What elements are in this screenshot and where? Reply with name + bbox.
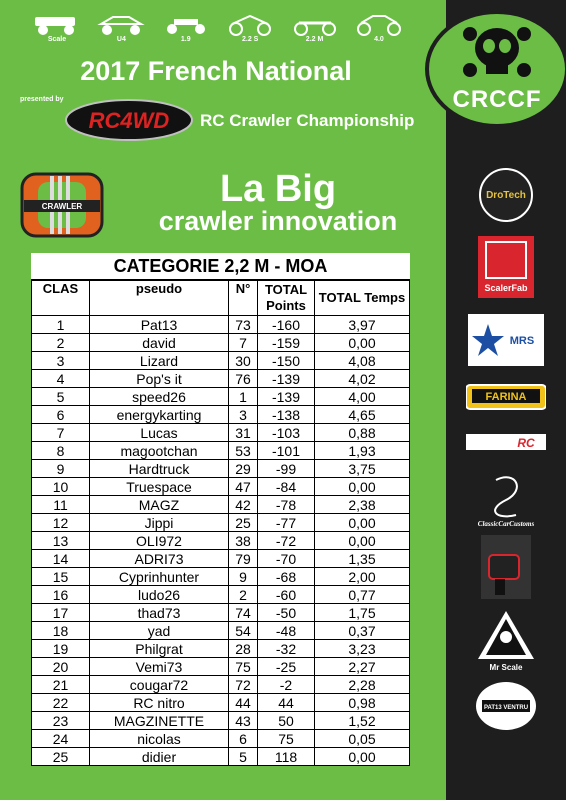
- cell-pseudo: Truespace: [90, 478, 229, 496]
- vehicle-scale: [28, 14, 86, 50]
- table-row: [32, 622, 410, 640]
- cell-number: 76: [229, 370, 258, 388]
- cell-clas: 17: [32, 604, 90, 622]
- cell-clas: 5: [32, 388, 90, 406]
- cell-clas: 7: [32, 424, 90, 442]
- cell-clas: 2: [32, 334, 90, 352]
- cell-pseudo: energykarting: [90, 406, 229, 424]
- cell-number: 43: [229, 712, 258, 730]
- cell-number: 53: [229, 442, 258, 460]
- cell-clas: 18: [32, 622, 90, 640]
- cell-temps: 3,75: [315, 460, 410, 478]
- table-row: [32, 658, 410, 676]
- cell-number: 3: [229, 406, 258, 424]
- cell-clas: 4: [32, 370, 90, 388]
- logo-lettering: CRAWLER: [41, 202, 83, 211]
- cell-points: -48: [258, 622, 315, 640]
- cell-pseudo: speed26: [90, 388, 229, 406]
- table-row: [32, 730, 410, 748]
- cell-clas: 1: [32, 316, 90, 334]
- cell-clas: 15: [32, 568, 90, 586]
- table-row: [32, 442, 410, 460]
- cell-number: 47: [229, 478, 258, 496]
- rc-shop-logo: [466, 432, 546, 452]
- results-body: [32, 316, 410, 766]
- table-row: [32, 478, 410, 496]
- cell-temps: 4,02: [315, 370, 410, 388]
- farina-logo: [466, 383, 546, 411]
- cell-pseudo: cougar72: [90, 676, 229, 694]
- cell-pseudo: Pat13: [90, 316, 229, 334]
- cell-temps: 1,35: [315, 550, 410, 568]
- cell-clas: 20: [32, 658, 90, 676]
- sponsor-farina: [466, 382, 546, 412]
- table-row: [32, 604, 410, 622]
- rc4wd-logo: [64, 98, 194, 142]
- subtitle: RC Crawler Championship: [200, 111, 415, 130]
- vehicle-label: Scale: [47, 36, 67, 43]
- vehicle-label: 4.0: [374, 36, 384, 43]
- cell-clas: 11: [32, 496, 90, 514]
- cell-number: 74: [229, 604, 258, 622]
- crccf-logo: [425, 10, 566, 128]
- cell-temps: 0,98: [315, 694, 410, 712]
- cell-pseudo: david: [90, 334, 229, 352]
- cell-points: -159: [258, 334, 315, 352]
- cell-clas: 6: [32, 406, 90, 424]
- table-row: [32, 550, 410, 568]
- cell-pseudo: Vemi73: [90, 658, 229, 676]
- event-title: La Big: [219, 168, 337, 210]
- sponsor-radio: [466, 534, 546, 600]
- cell-points: 44: [258, 694, 315, 712]
- table-row: [32, 424, 410, 442]
- table-row: [32, 460, 410, 478]
- cell-temps: 0,37: [315, 622, 410, 640]
- table-row: [32, 316, 410, 334]
- cell-number: 38: [229, 532, 258, 550]
- table-row: [32, 694, 410, 712]
- cell-points: -78: [258, 496, 315, 514]
- cell-number: 6: [229, 730, 258, 748]
- cell-points: -50: [258, 604, 315, 622]
- cell-pseudo: Hardtruck: [90, 460, 229, 478]
- mr-scale-logo: [476, 609, 536, 673]
- sponsor-drotech: [466, 165, 546, 225]
- sponsor-label: Mr Scale: [489, 663, 523, 672]
- category-title: CATEGORIE 2,2 M - MOA: [31, 253, 410, 280]
- cell-temps: 1,75: [315, 604, 410, 622]
- cell-number: 30: [229, 352, 258, 370]
- cell-pseudo: Lucas: [90, 424, 229, 442]
- cell-clas: 23: [32, 712, 90, 730]
- table-row: [32, 334, 410, 352]
- table-row: [32, 496, 410, 514]
- cell-pseudo: magootchan: [90, 442, 229, 460]
- cell-clas: 21: [32, 676, 90, 694]
- cell-clas: 16: [32, 586, 90, 604]
- cell-number: 2: [229, 586, 258, 604]
- table-row: [32, 748, 410, 766]
- cell-points: -160: [258, 316, 315, 334]
- cell-clas: 8: [32, 442, 90, 460]
- cell-pseudo: thad73: [90, 604, 229, 622]
- cell-clas: 9: [32, 460, 90, 478]
- cell-temps: 0,00: [315, 748, 410, 766]
- cell-temps: 0,00: [315, 478, 410, 496]
- cell-temps: 1,52: [315, 712, 410, 730]
- cell-clas: 3: [32, 352, 90, 370]
- cell-temps: 0,00: [315, 514, 410, 532]
- cell-points: -60: [258, 586, 315, 604]
- cell-temps: 2,28: [315, 676, 410, 694]
- header-clas: CLAS: [32, 281, 90, 316]
- mrs-logo: [468, 314, 544, 366]
- scalerfab-logo: [478, 236, 534, 298]
- sponsor-pat13: [466, 678, 546, 734]
- cell-pseudo: ludo26: [90, 586, 229, 604]
- cell-number: 5: [229, 748, 258, 766]
- cell-number: 72: [229, 676, 258, 694]
- sponsor-label: PAT13 VENTRU: [483, 705, 529, 711]
- header-number: N°: [229, 281, 258, 316]
- cell-number: 54: [229, 622, 258, 640]
- cell-pseudo: RC nitro: [90, 694, 229, 712]
- crawler-innovation-logo: [18, 170, 106, 240]
- vehicle-label: 1.9: [180, 36, 191, 43]
- cell-number: 25: [229, 514, 258, 532]
- header-total-points: TOTAL Points: [258, 281, 315, 316]
- cell-number: 73: [229, 316, 258, 334]
- buggy-icon: [95, 14, 147, 36]
- cell-points: -77: [258, 514, 315, 532]
- cell-temps: 4,08: [315, 352, 410, 370]
- sponsor-mrs: [466, 314, 546, 366]
- cell-pseudo: Jippi: [90, 514, 229, 532]
- cell-number: 75: [229, 658, 258, 676]
- table-row: [32, 640, 410, 658]
- cell-pseudo: OLI972: [90, 532, 229, 550]
- cell-points: -139: [258, 370, 315, 388]
- cell-clas: 22: [32, 694, 90, 712]
- table-row: [32, 712, 410, 730]
- cell-number: 28: [229, 640, 258, 658]
- cell-pseudo: Cyprinhunter: [90, 568, 229, 586]
- sponsor-classic-car-customs: [466, 470, 546, 530]
- cell-pseudo: nicolas: [90, 730, 229, 748]
- cell-temps: 0,00: [315, 334, 410, 352]
- cell-temps: 0,77: [315, 586, 410, 604]
- cell-temps: 2,38: [315, 496, 410, 514]
- sponsor-label: DroTech: [486, 190, 526, 201]
- crawler-icon: [160, 14, 212, 36]
- cell-number: 1: [229, 388, 258, 406]
- vehicle-class-row: [28, 14, 408, 50]
- cell-temps: 2,00: [315, 568, 410, 586]
- cell-pseudo: Lizard: [90, 352, 229, 370]
- cell-clas: 24: [32, 730, 90, 748]
- vehicle-label: U4: [116, 36, 126, 43]
- sponsor-scalerfab: [466, 236, 546, 298]
- cell-clas: 13: [32, 532, 90, 550]
- cell-temps: 0,00: [315, 532, 410, 550]
- cell-pseudo: ADRI73: [90, 550, 229, 568]
- header-pseudo: pseudo: [90, 281, 229, 316]
- cell-clas: 19: [32, 640, 90, 658]
- crawler-icon: [353, 14, 405, 36]
- cell-number: 29: [229, 460, 258, 478]
- pat13-logo: [474, 680, 538, 732]
- vehicle-2-2-s: [221, 14, 279, 50]
- classic-car-customs-logo: [466, 470, 546, 530]
- cell-points: -103: [258, 424, 315, 442]
- cell-number: 31: [229, 424, 258, 442]
- cell-clas: 12: [32, 514, 90, 532]
- cell-points: -139: [258, 388, 315, 406]
- sponsor-mr-scale: [466, 608, 546, 674]
- vehicle-1-9: [157, 14, 215, 50]
- cell-points: 118: [258, 748, 315, 766]
- presented-by-text: presented by: [20, 96, 64, 103]
- cell-pseudo: MAGZINETTE: [90, 712, 229, 730]
- sponsor-label: ScalerFab: [484, 283, 528, 293]
- cell-number: 7: [229, 334, 258, 352]
- cell-points: -2: [258, 676, 315, 694]
- drotech-logo: [474, 167, 538, 223]
- table-row: [32, 352, 410, 370]
- cell-temps: 0,88: [315, 424, 410, 442]
- cell-points: -70: [258, 550, 315, 568]
- results-table-container: [31, 253, 410, 766]
- header-total-temps: TOTAL Temps: [315, 281, 410, 316]
- results-table: [31, 280, 410, 766]
- table-row: [32, 514, 410, 532]
- cell-temps: 4,65: [315, 406, 410, 424]
- cell-number: 79: [229, 550, 258, 568]
- vehicle-4-0: [350, 14, 408, 50]
- cell-pseudo: Philgrat: [90, 640, 229, 658]
- sponsor-label: ClassicCarCustoms: [477, 520, 535, 528]
- truck-icon: [31, 14, 83, 36]
- table-row: [32, 586, 410, 604]
- vehicle-label: 2.2 S: [241, 36, 259, 43]
- table-row: [32, 532, 410, 550]
- cell-pseudo: yad: [90, 622, 229, 640]
- table-row: [32, 568, 410, 586]
- cell-points: -99: [258, 460, 315, 478]
- crawler-icon: [289, 14, 341, 36]
- cell-temps: 1,93: [315, 442, 410, 460]
- cell-clas: 25: [32, 748, 90, 766]
- cell-number: 42: [229, 496, 258, 514]
- skull-icon: [462, 24, 532, 82]
- table-row: [32, 370, 410, 388]
- cell-pseudo: Pop's it: [90, 370, 229, 388]
- sponsor-label: RC: [517, 436, 535, 450]
- cell-clas: 10: [32, 478, 90, 496]
- cell-number: 44: [229, 694, 258, 712]
- cell-points: -138: [258, 406, 315, 424]
- cell-temps: 0,05: [315, 730, 410, 748]
- page-title: 2017 French National: [80, 56, 352, 86]
- cell-points: -72: [258, 532, 315, 550]
- vehicle-label: 2.2 M: [305, 36, 324, 43]
- cell-points: -150: [258, 352, 315, 370]
- radio-transmitter-logo: [481, 535, 531, 599]
- cell-temps: 3,97: [315, 316, 410, 334]
- cell-points: -25: [258, 658, 315, 676]
- cell-points: -84: [258, 478, 315, 496]
- table-row: [32, 406, 410, 424]
- cell-temps: 2,27: [315, 658, 410, 676]
- table-row: [32, 676, 410, 694]
- cell-pseudo: didier: [90, 748, 229, 766]
- table-row: [32, 388, 410, 406]
- cell-points: -68: [258, 568, 315, 586]
- cell-points: 50: [258, 712, 315, 730]
- cell-clas: 14: [32, 550, 90, 568]
- event-subtitle: crawler innovation: [158, 206, 398, 236]
- cell-temps: 4,00: [315, 388, 410, 406]
- cell-points: -32: [258, 640, 315, 658]
- sponsor-label: MRS: [509, 335, 535, 347]
- logo-text: CRCCF: [452, 86, 542, 113]
- crawler-icon: [224, 14, 276, 36]
- cell-number: 9: [229, 568, 258, 586]
- svg-text:RC4WD: RC4WD: [88, 108, 170, 133]
- vehicle-2-2-m: [286, 14, 344, 50]
- cell-temps: 3,23: [315, 640, 410, 658]
- cell-pseudo: MAGZ: [90, 496, 229, 514]
- vehicle-u4: [92, 14, 150, 50]
- cell-points: 75: [258, 730, 315, 748]
- cell-points: -101: [258, 442, 315, 460]
- sponsor-rc: [466, 430, 546, 454]
- sponsor-label: FARINA: [485, 391, 527, 403]
